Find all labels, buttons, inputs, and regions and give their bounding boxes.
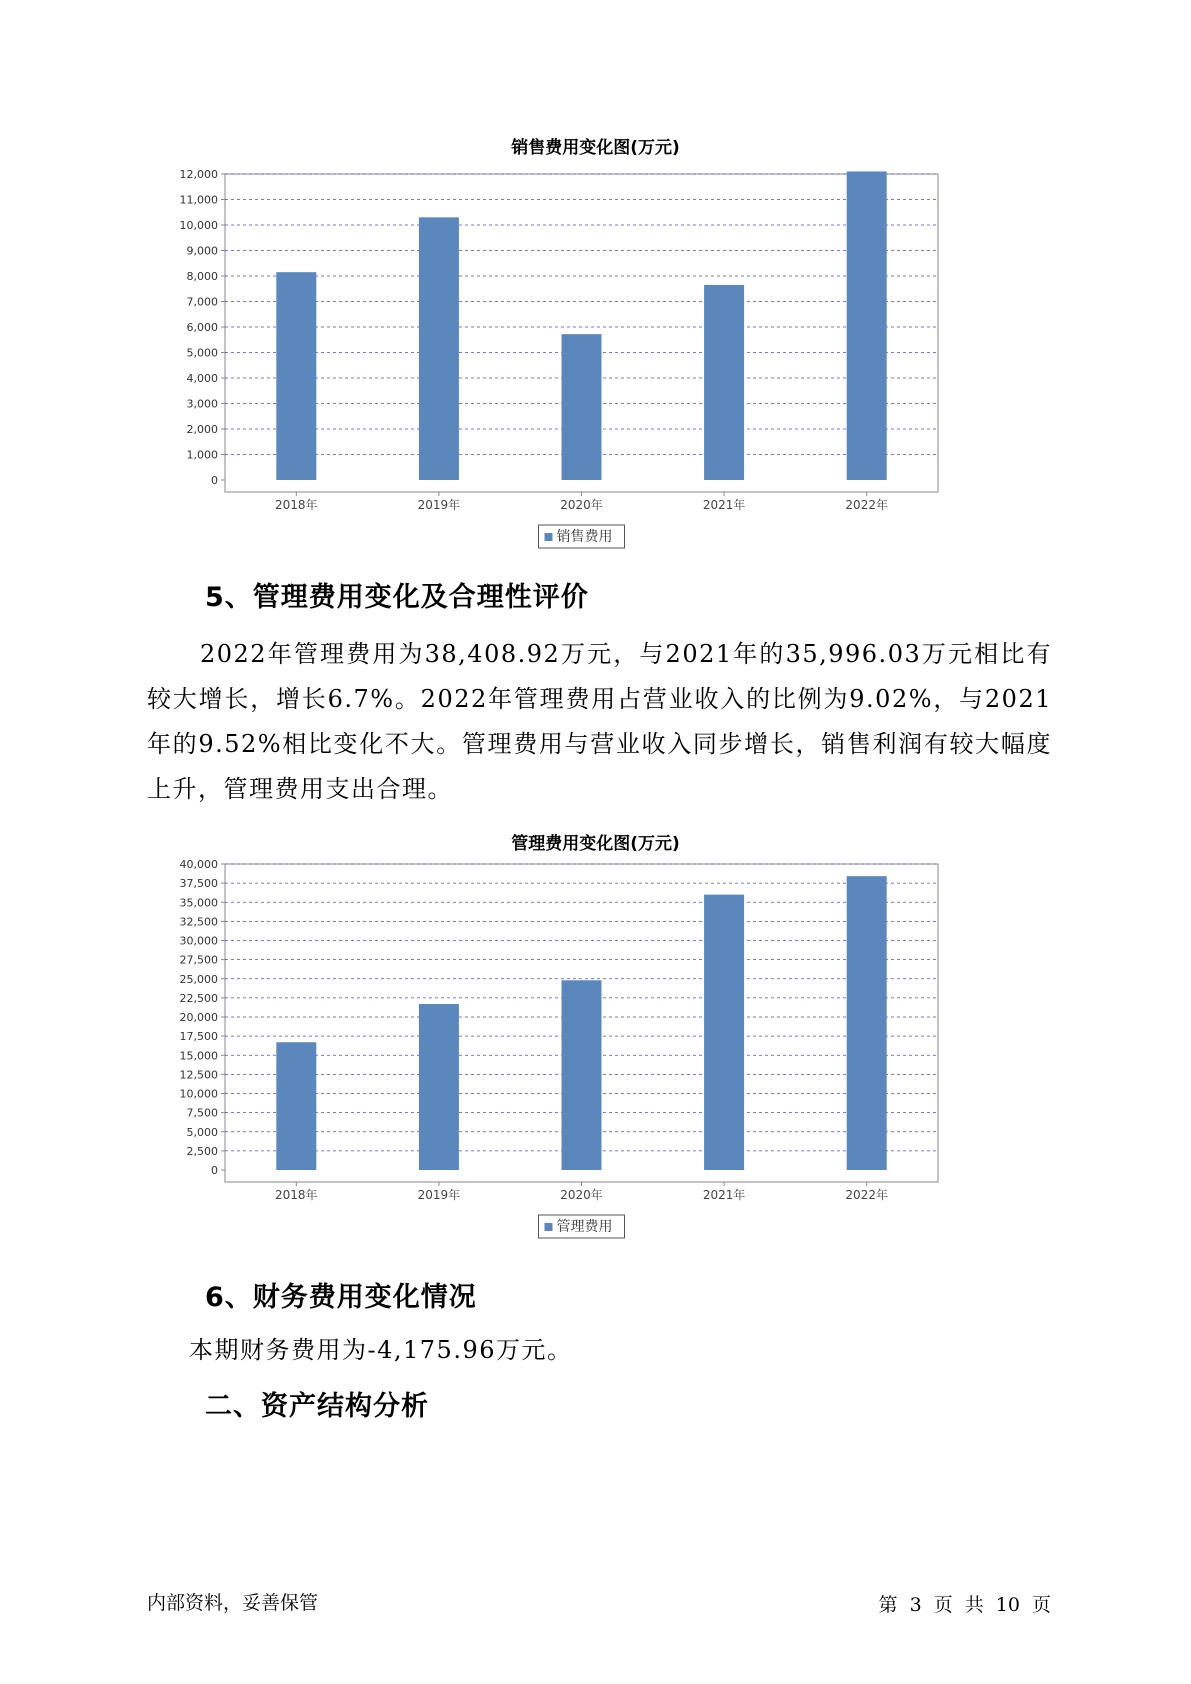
x-tick-label: 2022年 [845,498,888,512]
x-tick-label: 2019年 [417,498,461,512]
y-tick-label: 27,500 [179,953,218,967]
bar [276,1042,316,1170]
y-tick-label: 10,000 [179,1087,218,1101]
legend [539,1215,625,1238]
y-tick-label: 37,500 [179,877,218,891]
bar [419,1004,459,1170]
y-tick-label: 0 [211,474,218,487]
y-tick-label: 5,000 [186,346,218,360]
footer-confidential: 内部资料，妥善保管 [147,1592,319,1614]
y-tick-label: 11,000 [179,193,218,207]
y-tick-label: 10,000 [179,219,218,232]
section-two-heading: 二、资产结构分析 [205,1391,429,1422]
bar [276,272,316,480]
bar [704,285,744,480]
admin-expense-chart [150,860,950,1280]
y-tick-label: 2,500 [186,1144,218,1158]
legend [539,525,625,548]
bar [562,334,602,480]
y-tick-label: 3,000 [186,397,218,411]
legend-swatch [545,533,553,541]
y-tick-label: 6,000 [186,321,218,334]
legend-swatch [545,1223,553,1231]
y-tick-label: 1,000 [186,448,218,462]
bar [419,217,459,480]
y-tick-label: 22,500 [179,991,218,1005]
bar [847,171,887,480]
y-tick-label: 35,000 [179,896,218,910]
x-tick-label: 2021年 [702,1188,746,1202]
section-6-heading: 6、财务费用变化情况 [205,1282,477,1313]
legend-label: 管理费用 [556,1219,613,1235]
x-tick-label: 2018年 [275,498,318,512]
chart-title-sales: 销售费用变化图(万元) [511,138,680,158]
y-tick-label: 5,000 [186,1125,218,1139]
section-6-paragraph: 本期财务费用为-4,175.96万元。 [189,1336,573,1364]
x-tick-label: 2019年 [417,1188,461,1202]
y-tick-label: 4,000 [186,372,218,385]
x-tick-label: 2020年 [560,1188,603,1202]
x-tick-label: 2021年 [702,498,746,512]
bar [847,876,887,1170]
y-tick-label: 7,000 [186,295,218,309]
section-5-paragraph: 2022年管理费用为38,408.92万元，与2021年的35,996.03万元相比有较大增长，增长6.7%。2022年管理费用占营业收入的比例为9.02%，与2021年的9.52%相比变化不大。管理费用与营业收入同步增长，销售利润有较大幅度上升，管理费用支出合理。 [147,640,1052,803]
sales-expense-chart [150,170,950,590]
y-tick-label: 12,000 [179,168,218,181]
y-tick-label: 7,500 [186,1106,218,1120]
x-tick-label: 2020年 [560,498,603,512]
y-tick-label: 0 [211,1164,218,1177]
x-tick-label: 2018年 [275,1188,318,1202]
footer-page-number: 第 3 页 共 10 页 [878,1594,1051,1616]
y-tick-label: 17,500 [179,1030,218,1044]
y-tick-label: 2,000 [186,423,218,436]
legend-label: 销售费用 [556,529,613,545]
section-5-heading: 5、管理费用变化及合理性评价 [205,582,589,613]
y-tick-label: 20,000 [179,1011,218,1024]
y-tick-label: 9,000 [186,244,218,258]
y-tick-label: 25,000 [179,972,218,986]
y-tick-label: 12,500 [179,1068,218,1082]
y-tick-label: 32,500 [179,915,218,929]
bar [704,895,744,1170]
y-tick-label: 40,000 [179,858,218,871]
y-tick-label: 30,000 [179,934,218,948]
x-tick-label: 2022年 [845,1188,888,1202]
bar [562,980,602,1170]
y-tick-label: 15,000 [179,1049,218,1063]
y-tick-label: 8,000 [186,270,218,283]
chart-title-admin: 管理费用变化图(万元) [511,834,680,854]
